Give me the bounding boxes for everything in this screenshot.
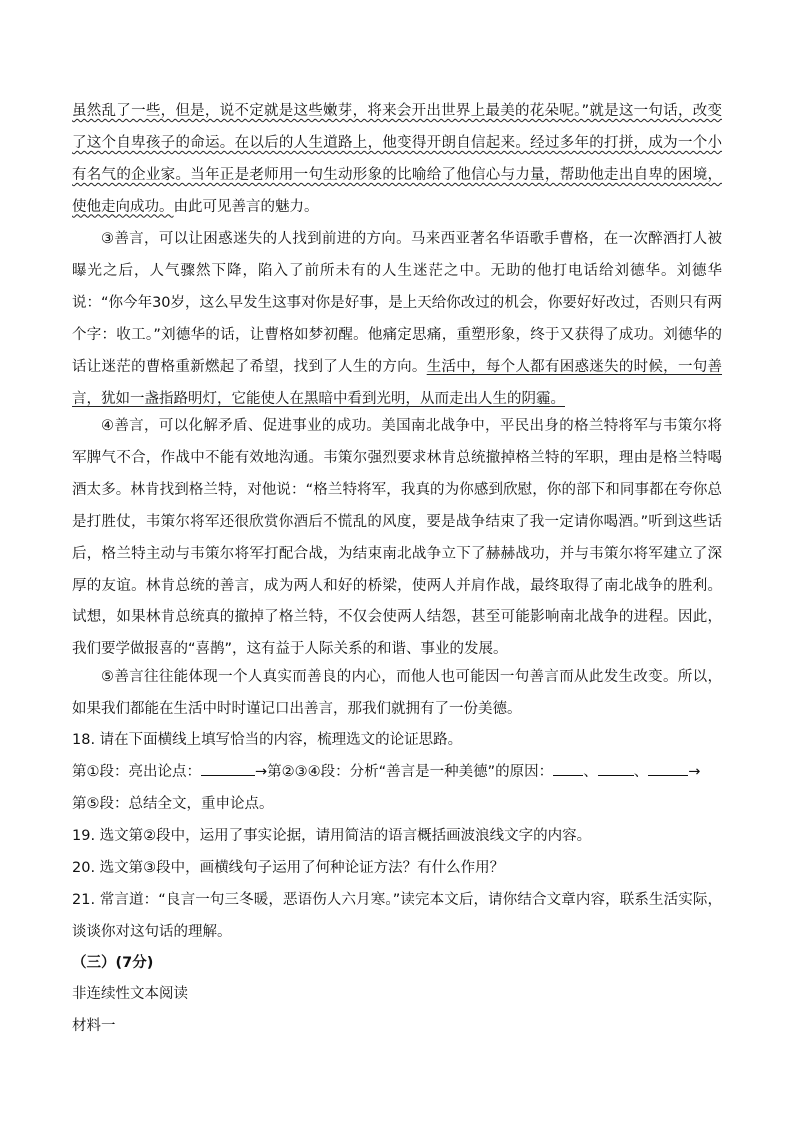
underlined-sentence: 生活中，每个人都有困惑迷失的时候，一句善言，犹如一盏指路明灯，它能使人在黑暗中看到光明，从而走出人生的阴霾。 [72, 358, 723, 407]
question-18-stem: 18. 请在下面横线上填写恰当的内容，梳理选文的论证思路。 [72, 732, 463, 748]
q18-arrow-2: → [688, 764, 701, 780]
q18-sep-1: 、 [583, 764, 598, 780]
question-18-line1 [72, 757, 722, 789]
q18-blank-thesis[interactable] [201, 762, 255, 776]
paragraph-3-text: ③善言，可以让困惑迷失的人找到前进的方向。马来西亚著名华语歌手曹格，在一次醉酒打人被曝光之后，人气骤然下降，陷入了前所未有的人生迷茫之中。无助的他打电话给刘德华。刘德华说：“你今年30岁，这么早发生这事对你是好事，是上天给你改过的机会，你要好好改过，否则只有两个字：收工。”刘德华的话，让曹格如梦初醒。他痛定思痛，重塑形象，终于又获得了成功。刘德华的话让迷茫的曹格重新燃起了希望，找到了人生的方向。 [72, 231, 722, 375]
section-3-heading: （三）(7分) [72, 955, 154, 971]
paragraph-4: ④善言，可以化解矛盾、促进事业的成功。美国南北战争中，平民出身的格兰特将军与韦策尔将军脾气不合，作战中不能有效地沟通。韦策尔强烈要求林肯总统撤掉格兰特的军职，理由是格兰特喝酒太多。林肯找到格兰特，对他说：“格兰特将军，我真的为你感到欣慰，你的部下和同事都在夸你总是打胜仗，韦策尔将军还很欣赏你酒后不慌乱的风度，要是战争结束了我一定请你喝酒。”听到这些话后，格兰特主动与韦策尔将军打配合战，为结束南北战争立下了赫赫战功，并与韦策尔将军建立了深厚的友谊。林肯总统的善言，成为两人和好的桥梁，使两人并肩作战，最终取得了南北战争的胜利。试想，如果林肯总统真的撤掉了格兰特，不仅会使两人结怨，甚至可能影响南北战争的进程。因此，我们要学做报喜的“喜鹊”，这有益于人际关系的和谐、事业的发展。 [72, 418, 722, 658]
paragraph-5: ⑤善言往往能体现一个人真实而善良的内心，而他人也可能因一句善言而从此发生改变。所以，如果我们都能在生活中时时谨记口出善言，那我们就拥有了一份美德。 [72, 669, 722, 717]
question-21: 21. 常言道：“良言一句三冬暖，恶语伤人六月寒。”读完本文后，请你结合文章内容，联系生活实际，谈谈你对这句话的理解。 [72, 892, 722, 940]
q18-blank-reason-3[interactable] [648, 762, 688, 776]
material-1-label: 材料一 [72, 1018, 116, 1034]
q18-part1-label: 第①段：亮出论点： [72, 764, 201, 780]
paragraph-3 [72, 224, 722, 415]
wavy-underlined-text: 虽然乱了一些，但是，说不定就是这些嫩芽，将来会开出世界上最美的花朵呢。”就是这一句话，改变了这个自卑孩子的命运。在以后的人生道路上，他变得开朗自信起来。经过多年的打拼，成为一个小有名气的企业家。当年正是老师用一句生动形象的比喻给了他信心与力量，帮助他走出自卑的困境，使他走向成功。 [72, 103, 722, 215]
q18-sep-2: 、 [633, 764, 649, 780]
paragraph-2-tail [72, 96, 722, 224]
q18-part2-label: 第②③④段：分析“善言是一种美德”的原因： [267, 764, 554, 780]
section-3-title: 非连续性文本阅读 [72, 986, 188, 1002]
q18-blank-reason-2[interactable] [598, 762, 634, 776]
q18-blank-reason-1[interactable] [553, 762, 583, 776]
question-20: 20. 选文第③段中，画横线句子运用了何种论证方法？有什么作用？ [72, 860, 505, 876]
question-19: 19. 选文第②段中，运用了事实论据，请用简洁的语言概括画波浪线文字的内容。 [72, 828, 592, 844]
question-18-line2: 第⑤段：总结全文，重申论点。 [72, 796, 274, 812]
paragraph-2-conclusion: 由此可见善言的魅力。 [173, 198, 319, 215]
q18-arrow-1: → [255, 764, 268, 780]
